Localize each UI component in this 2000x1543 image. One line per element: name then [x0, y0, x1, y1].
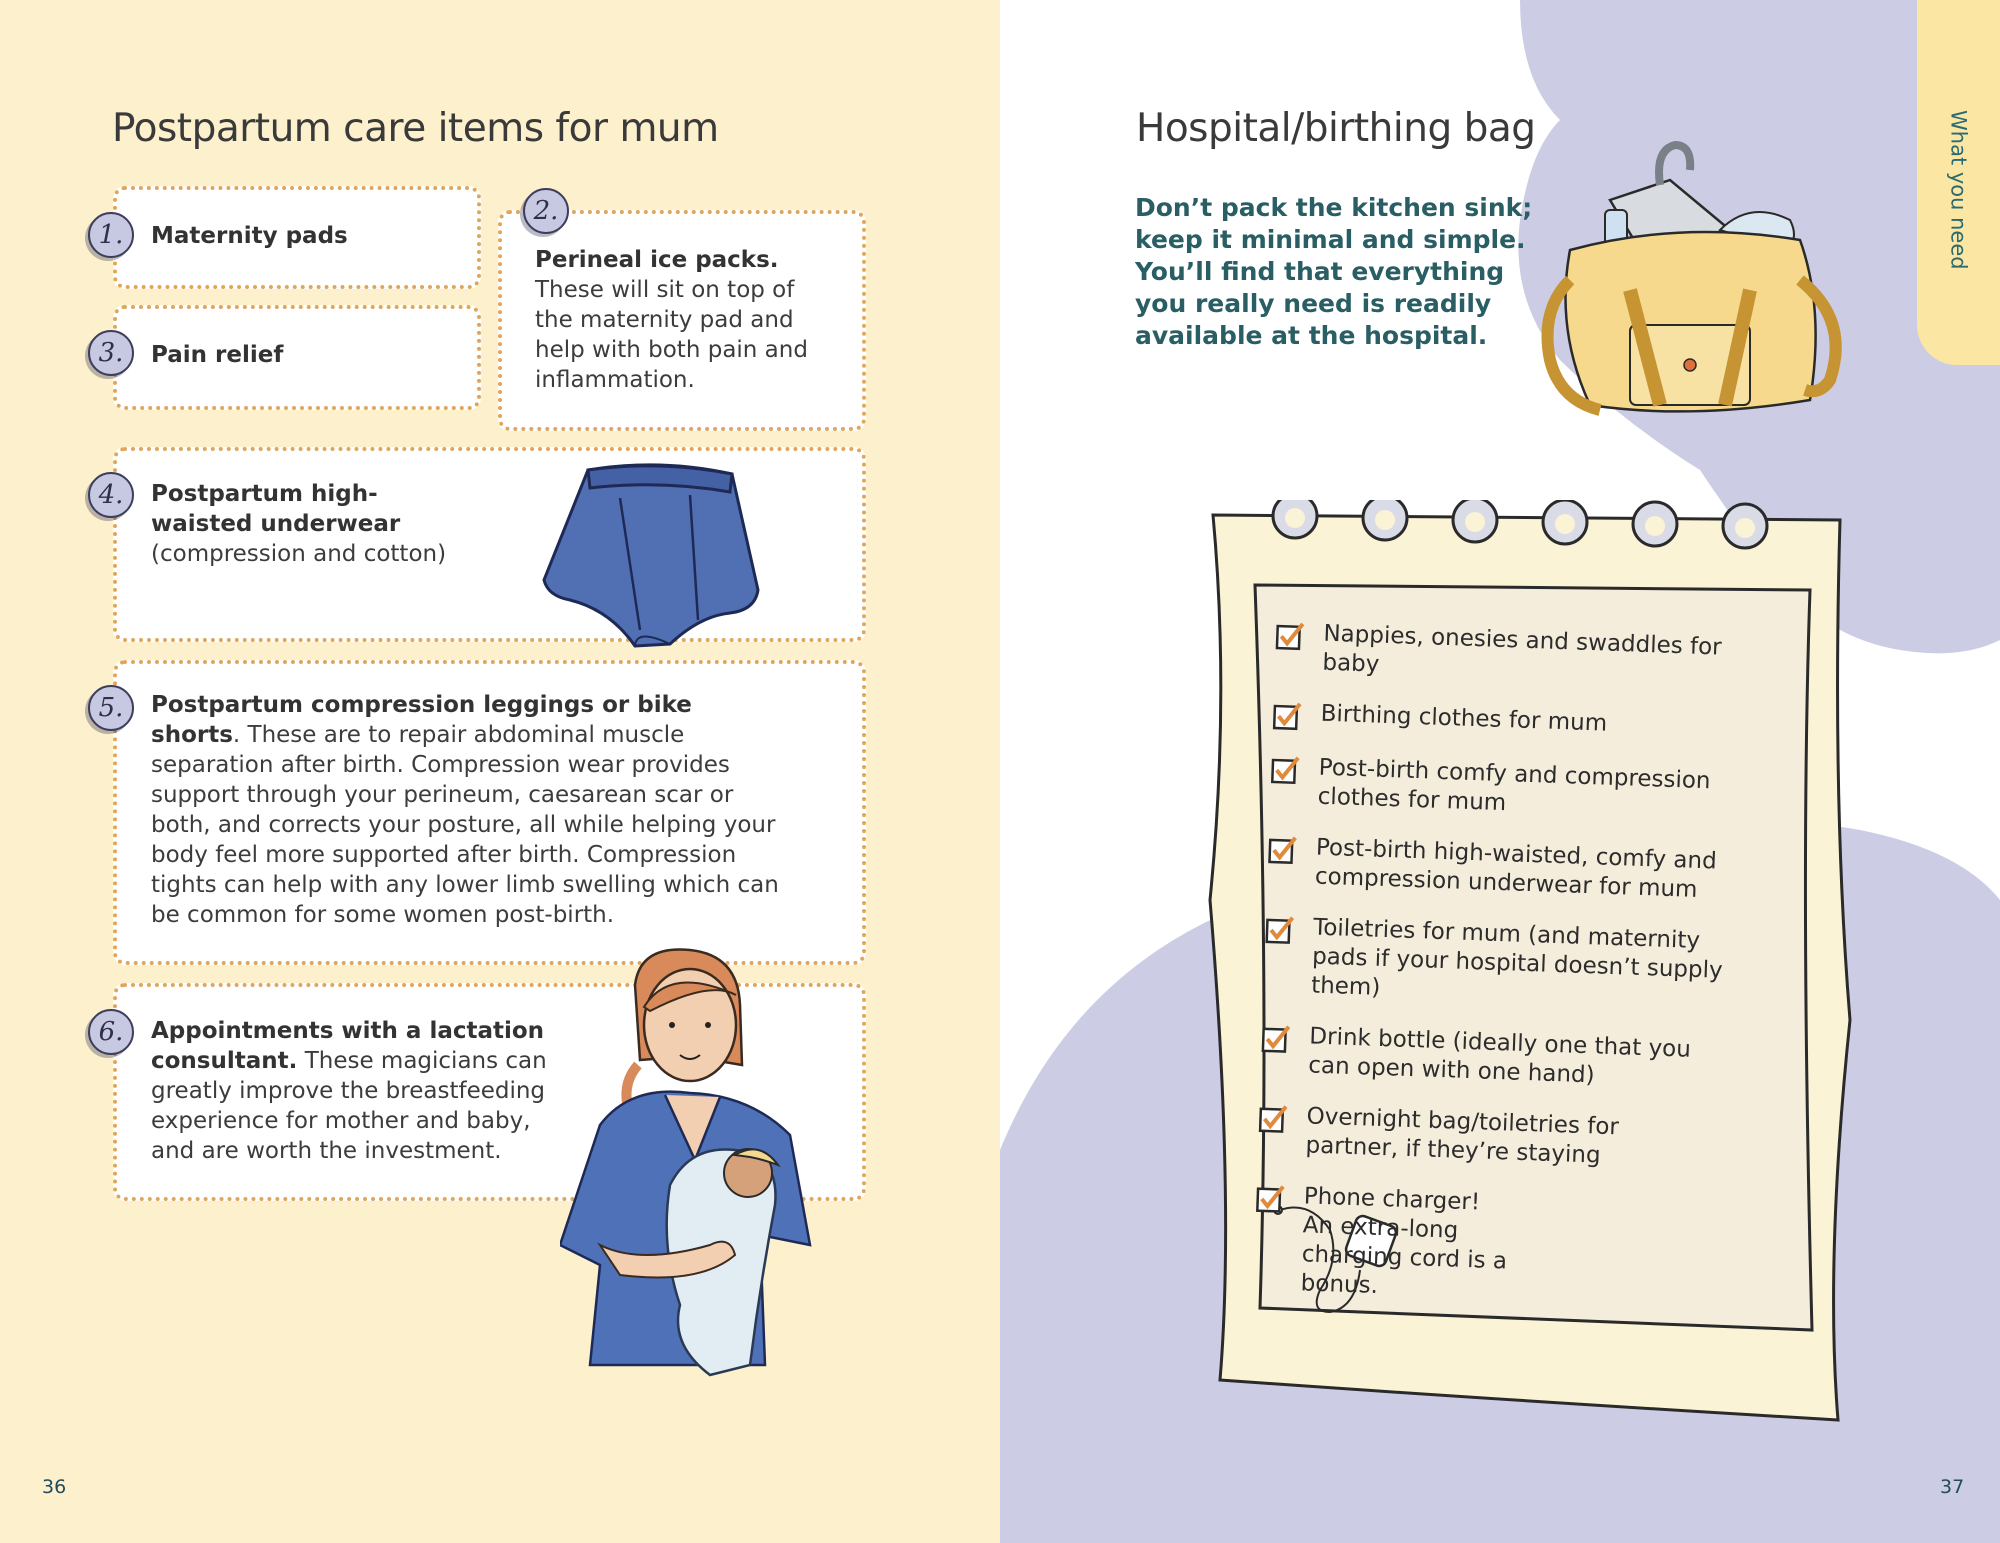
item-title-5: Postpartum compression leggings or bike shorts [151, 692, 692, 748]
item-text-5 [151, 690, 781, 930]
intro-text: Don’t pack the kitchen sink; keep it minimal and simple. You’ll find that everything you really need is readily available at the hospital. [1135, 193, 1533, 350]
checkbox-checked-icon [1275, 620, 1306, 651]
checklist-item: Nappies, onesies and swaddles for baby [1274, 618, 1736, 692]
checklist-item: Post-birth comfy and compression clothes for mum [1269, 752, 1731, 826]
item-title-3: Pain relief [151, 342, 284, 368]
item-title-1: Maternity pads [151, 223, 348, 249]
checkbox-checked-icon [1258, 1103, 1289, 1134]
section-tab-label: What you need [1946, 110, 1971, 270]
item-body-5: . These are to repair abdominal muscle separation after birth. Compression wear provides support through your perineum, caesarean scar or both, and corrects your posture, all while helping your body feel more supported after birth. Compression tights can help with any lower limb swelling which can be common for some women post-birth. [151, 722, 779, 928]
number-badge-2: 2. [523, 188, 569, 234]
item-text-4 [151, 479, 471, 569]
item-text-6 [151, 1016, 561, 1166]
item-text-2 [535, 245, 825, 395]
checkbox-checked-icon [1270, 754, 1301, 785]
checklist-item: Overnight bag/toiletries for partner, if they’re staying [1257, 1101, 1719, 1175]
item-title-4: Postpartum high-waisted underwear [151, 481, 401, 537]
item-body-4: (compression and cotton) [151, 541, 447, 567]
number-badge-1: 1. [88, 212, 134, 258]
checkbox-checked-icon [1265, 914, 1296, 945]
underwear-illustration [540, 460, 770, 655]
checkbox-checked-icon [1255, 1183, 1286, 1214]
item-title-2: Perineal ice packs. [535, 247, 779, 273]
checkbox-checked-icon [1267, 834, 1298, 865]
item-title-6: Appointments with a lactation consultant. [151, 1018, 545, 1074]
number-badge-6: 6. [88, 1009, 134, 1055]
checklist-item: Toiletries for mum (and maternity pads if your hospital doesn’t supply them) [1263, 912, 1726, 1015]
page-title: Postpartum care items for mum [112, 106, 719, 151]
hospital-bag-illustration [1530, 140, 1860, 440]
number-badge-4: 4. [88, 472, 134, 518]
checklist-item: Birthing clothes for mum [1272, 698, 1733, 746]
page-number: 37 [1940, 1476, 1965, 1498]
checklist-item: Drink bottle (ideally one that you can open with one hand) [1260, 1021, 1722, 1095]
number-badge-3: 3. [88, 330, 134, 376]
page-title: Hospital/birthing bag [1136, 106, 1536, 151]
page-number: 36 [42, 1476, 67, 1498]
checklist [1252, 618, 1736, 1335]
item-body-6: These magicians can greatly improve the breastfeeding experience for mother and baby, and are worth the investment. [151, 1048, 547, 1164]
item-body-2: These will sit on top of the maternity pad and help with both pain and inflammation. [535, 277, 808, 393]
checklist-item: Phone charger! An extra-long charging cord is a bonus. [1252, 1181, 1516, 1306]
number-badge-5: 5. [88, 685, 134, 731]
checkbox-checked-icon [1272, 700, 1303, 731]
section-tab [1917, 0, 2000, 365]
checkbox-checked-icon [1261, 1023, 1292, 1054]
nurse-with-baby-illustration [560, 945, 850, 1385]
checklist-item: Post-birth high-waisted, comfy and compression underwear for mum [1267, 832, 1729, 906]
